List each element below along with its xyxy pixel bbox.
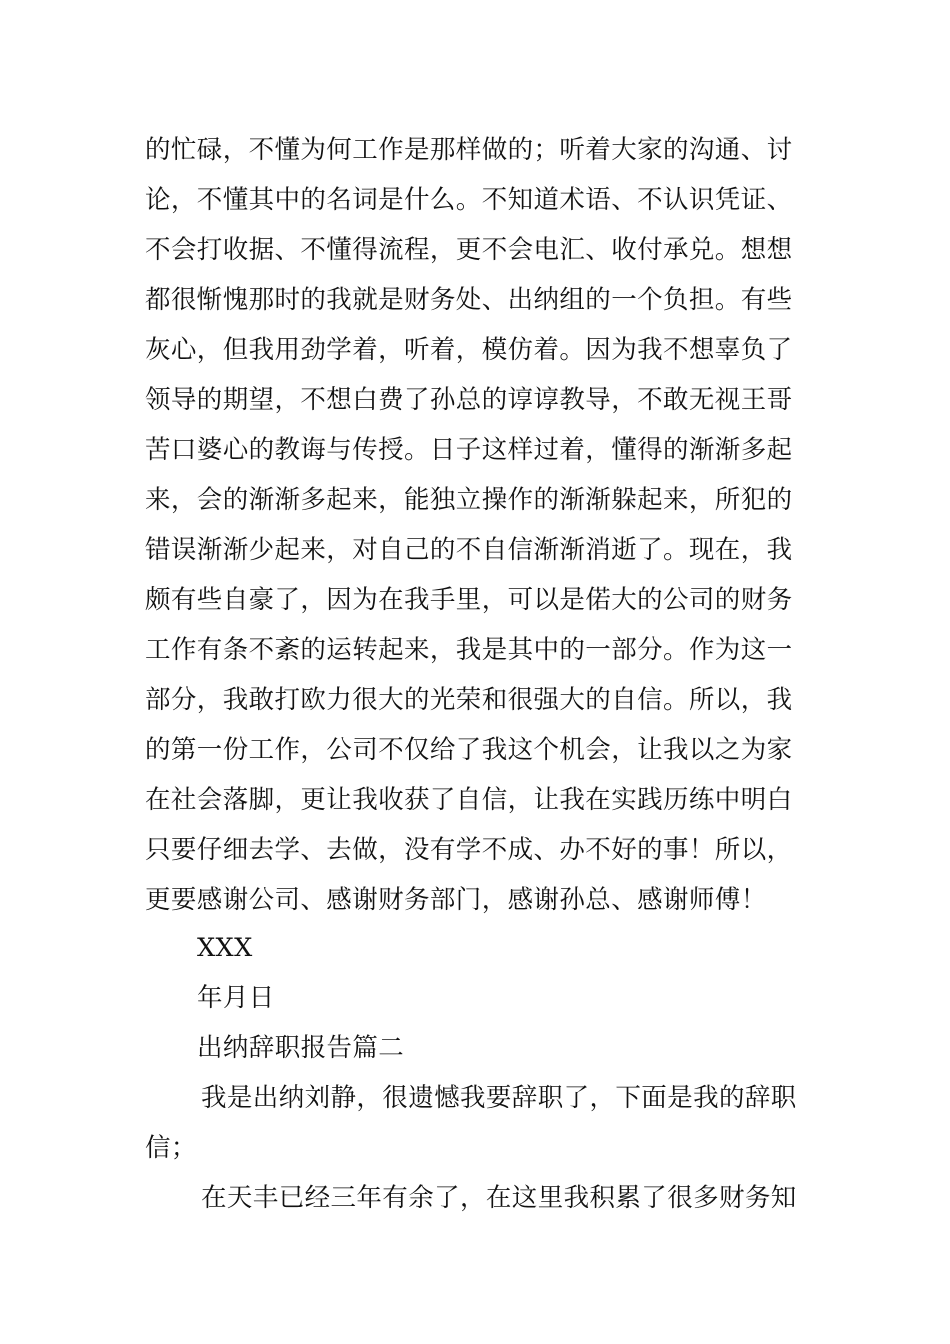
paragraph-line: 灰心，但我用劲学着，听着，模仿着。因为我不想辜负了	[145, 335, 793, 365]
paragraph-line: 的忙碌，不懂为何工作是那样做的；听着大家的沟通、讨	[145, 135, 793, 165]
paragraph-line: 颇有些自豪了，因为在我手里，可以是偌大的公司的财务	[145, 585, 793, 615]
letter-line: 信；	[145, 1133, 197, 1163]
paragraph-line: 只要仔细去学、去做，没有学不成、办不好的事！所以，	[145, 835, 793, 865]
paragraph-line: 的第一份工作，公司不仅给了我这个机会，让我以之为家	[145, 735, 793, 765]
paragraph-line: 错误渐渐少起来，对自己的不自信渐渐消逝了。现在，我	[145, 535, 793, 565]
paragraph-line: 工作有条不紊的运转起来，我是其中的一部分。作为这一	[145, 635, 793, 665]
paragraph-line: 不会打收据、不懂得流程，更不会电汇、收付承兑。想想	[145, 235, 793, 265]
paragraph-line: 都很惭愧那时的我就是财务处、出纳组的一个负担。有些	[145, 285, 793, 315]
paragraph-line: 更要感谢公司、感谢财务部门，感谢孙总、感谢师傅！	[145, 885, 767, 915]
paragraph-line: 论，不懂其中的名词是什么。不知道术语、不认识凭证、	[145, 185, 793, 215]
date-line: 年月日	[197, 983, 275, 1013]
letter-line: 在天丰已经三年有余了，在这里我积累了很多财务知	[201, 1183, 797, 1213]
section-title: 出纳辞职报告篇二	[197, 1033, 405, 1063]
paragraph-line: 在社会落脚，更让我收获了自信，让我在实践历练中明白	[145, 785, 793, 815]
paragraph-line: 苦口婆心的教诲与传授。日子这样过着，懂得的渐渐多起	[145, 435, 793, 465]
paragraph-line: 部分，我敢打欧力很大的光荣和很强大的自信。所以，我	[145, 685, 793, 715]
paragraph-line: 领导的期望，不想白费了孙总的谆谆教导，不敢无视王哥	[145, 385, 793, 415]
letter-line: 我是出纳刘静，很遗憾我要辞职了，下面是我的辞职	[201, 1083, 797, 1113]
paragraph-line: 来，会的渐渐多起来，能独立操作的渐渐躲起来，所犯的	[145, 485, 793, 515]
signature: XXX	[197, 933, 253, 963]
